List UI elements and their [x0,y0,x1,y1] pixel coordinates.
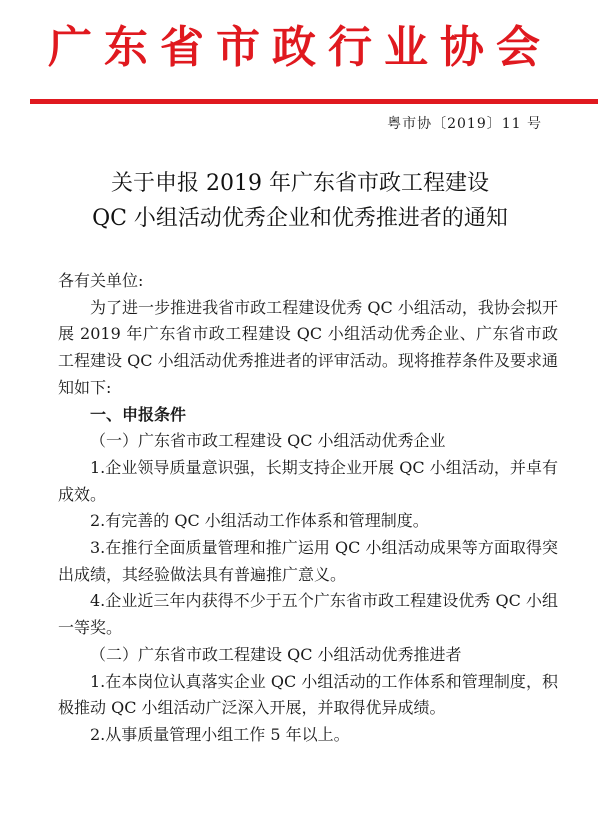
document-number: 粤市协〔2019〕11 号 [387,116,542,132]
subsection-heading-excellent-promoter: （二）广东省市政工程建设 QC 小组活动优秀推进者 [90,644,462,664]
notice-title [0,166,600,236]
enterprise-condition-4: 4.企业近三年内获得不少于五个广东省市政工程建设优秀 QC 小组一等奖。 [58,591,558,638]
salutation: 各有关单位: [58,271,144,290]
notice-title-line-1: 关于申报 2019 年广东省市政工程建设 [111,171,489,196]
promoter-condition-1: 1.在本岗位认真落实企业 QC 小组活动的工作体系和管理制度，积极推动 QC 小组活动广泛深入开展，并取得优异成绩。 [58,671,558,718]
notice-title-line-2: QC 小组活动优秀企业和优秀推进者的通知 [92,206,508,231]
organization-letterhead: 广东省市政行业协会 [48,22,552,73]
section-heading-application-conditions: 一、申报条件 [90,404,187,424]
notice-body [58,268,558,749]
intro-paragraph: 为了进一步推进我省市政工程建设优秀 QC 小组活动，我协会拟开展 2019 年广东省市政工程建设 QC 小组活动优秀企业、广东省市政工程建设 QC 小组活动优秀推进者的评审活动。现将推荐条件及要求通知如下: [58,297,558,397]
letterhead-red-rule [30,99,598,104]
promoter-condition-2: 2.从事质量管理小组工作 5 年以上。 [90,724,350,744]
subsection-heading-excellent-enterprise: （一）广东省市政工程建设 QC 小组活动优秀企业 [90,431,446,451]
enterprise-condition-1: 1.企业领导质量意识强，长期支持企业开展 QC 小组活动，并卓有成效。 [58,457,558,504]
enterprise-condition-3: 3.在推行全面质量管理和推广运用 QC 小组活动成果等方面取得突出成绩，其经验做法具有普遍推广意义。 [58,538,558,584]
enterprise-condition-2: 2.有完善的 QC 小组活动工作体系和管理制度。 [90,511,429,531]
